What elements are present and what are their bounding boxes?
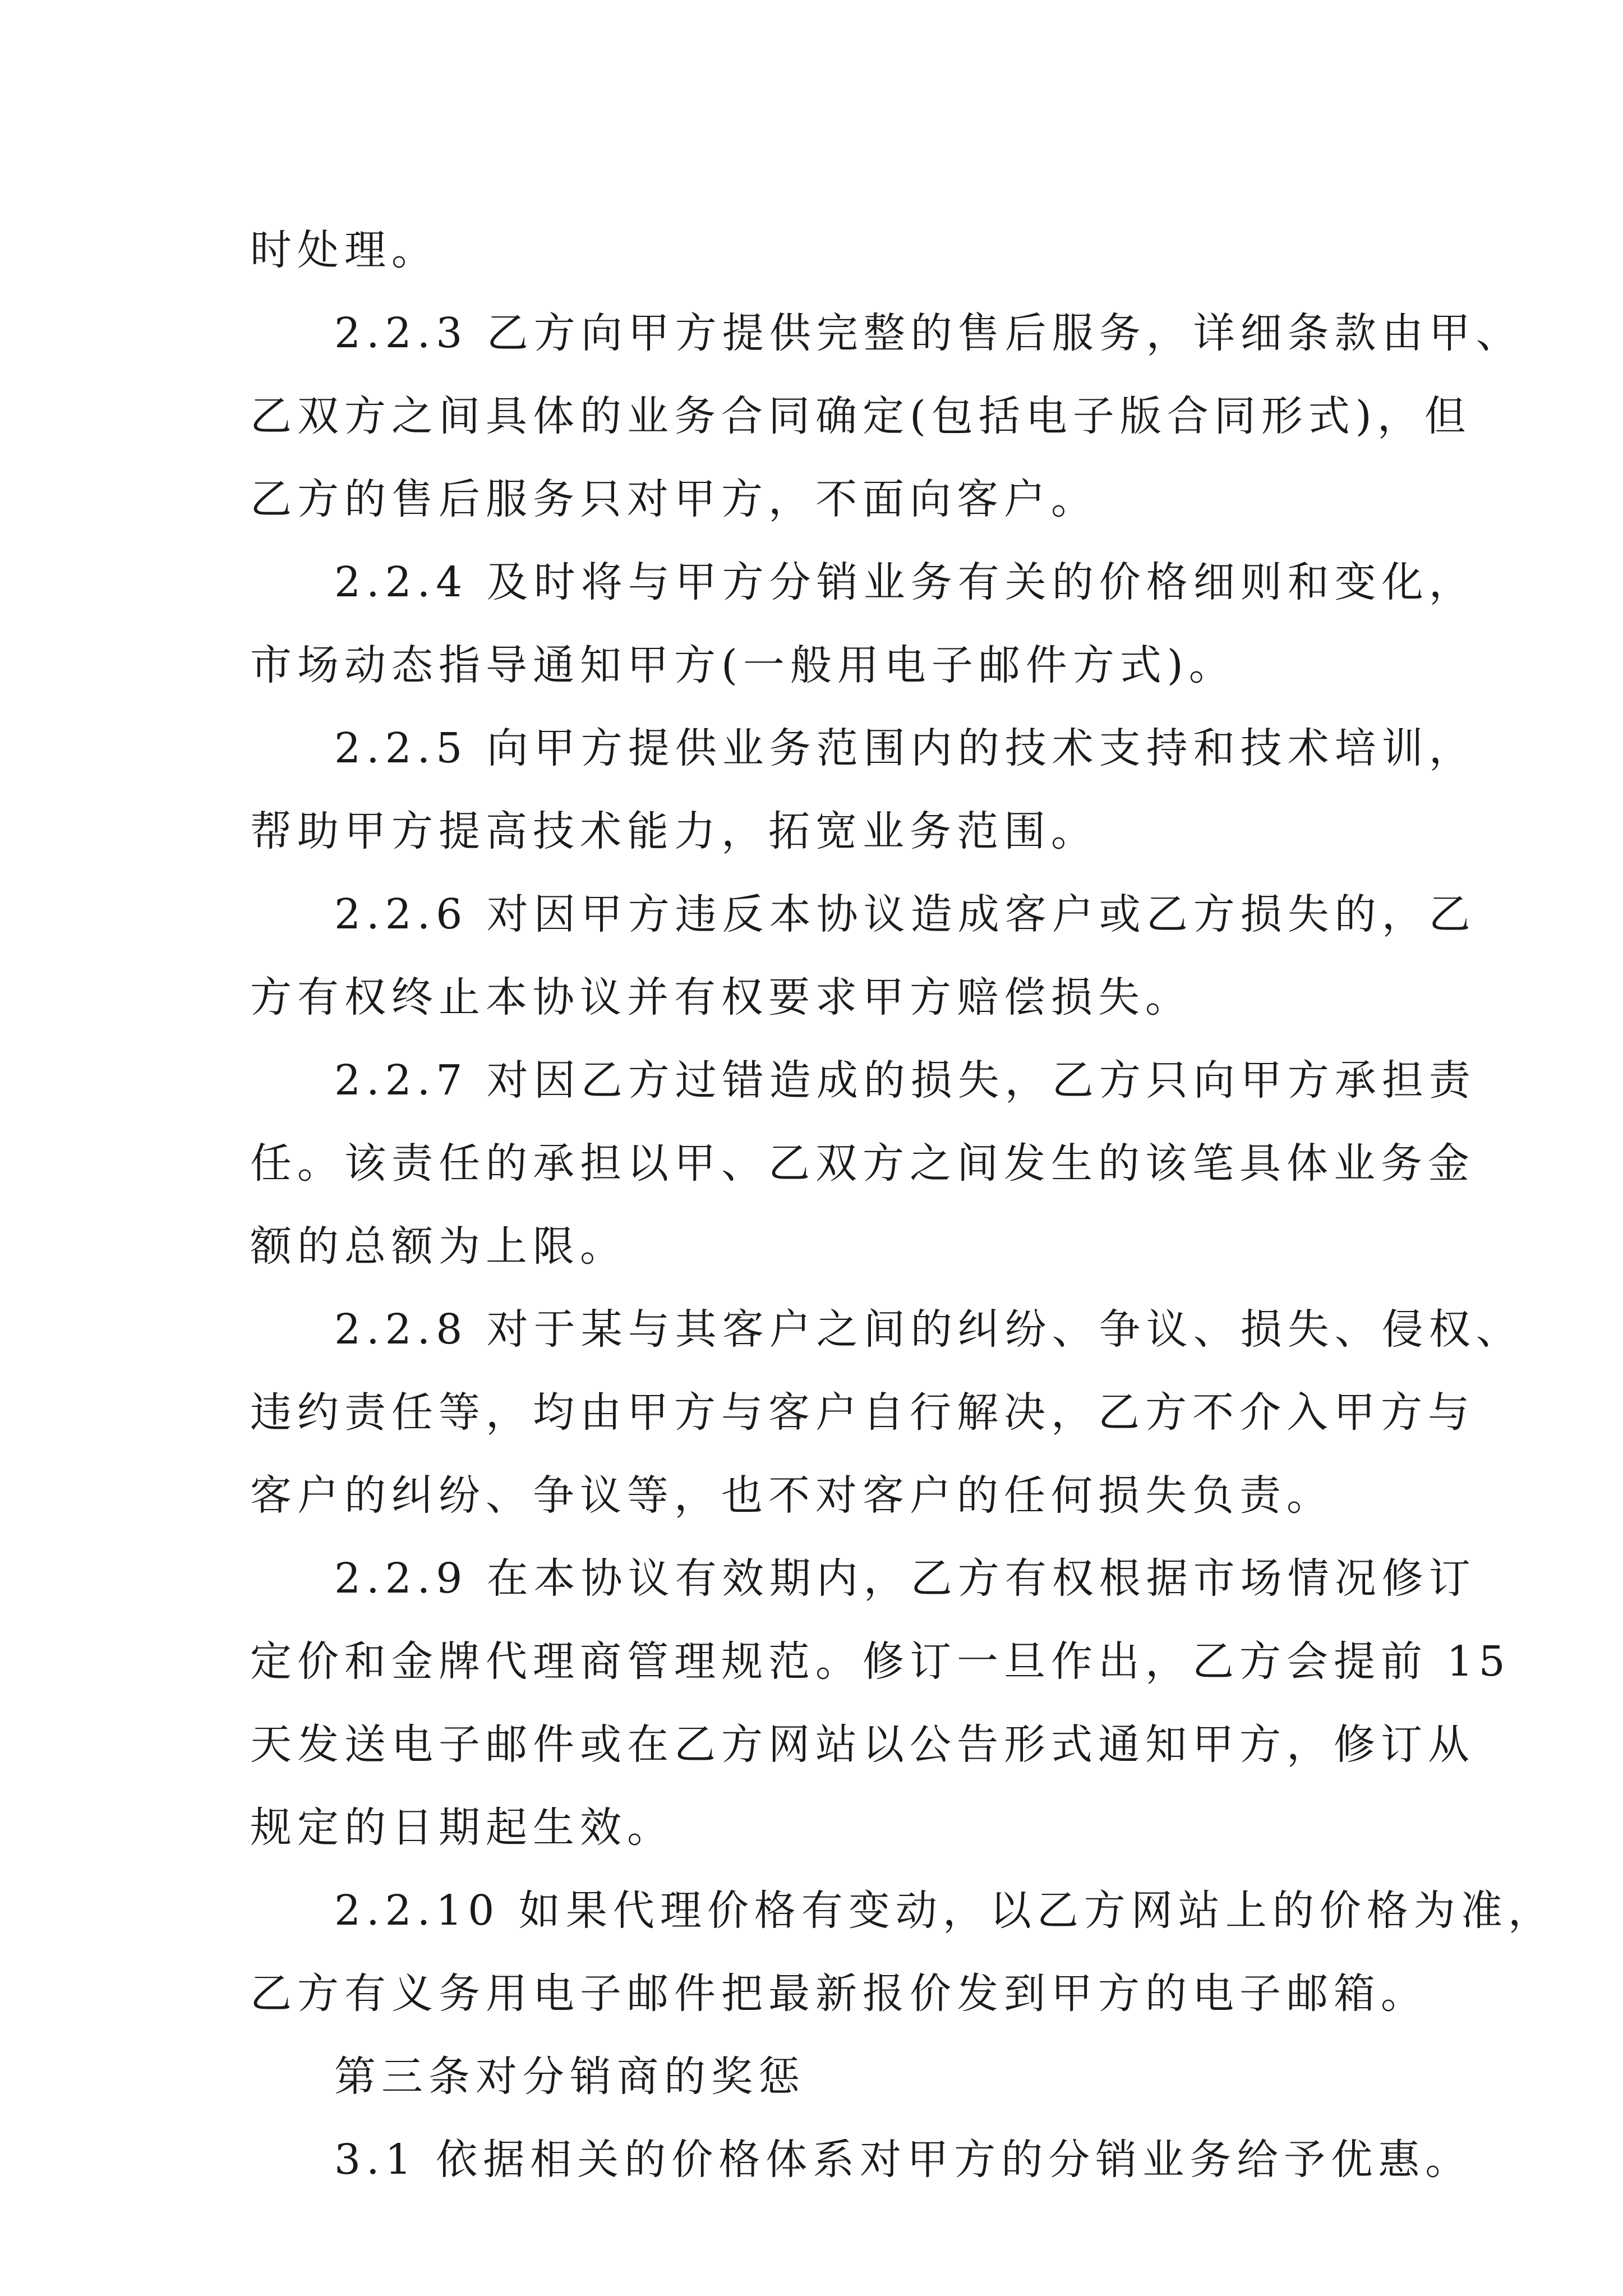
- clause-3-1: 3.1 依据相关的价格体系对甲方的分销业务给予优惠。: [334, 2136, 1473, 2184]
- text-line: 天发送电子邮件或在乙方网站以公告形式通知甲方，修订从: [250, 1720, 1475, 1769]
- text-line: 任。该责任的承担以甲、乙双方之间发生的该笔具体业务金: [250, 1139, 1475, 1188]
- clause-2-2-5: 2.2.5 向甲方提供业务范围内的技术支持和技术培训，: [334, 724, 1476, 772]
- section-heading-article-3: 第三条对分销商的奖惩: [334, 2053, 805, 2101]
- text-line: 市场动态指导通知甲方(一般用电子邮件方式)。: [250, 641, 1236, 689]
- text-line: 违约责任等，均由甲方与客户自行解决，乙方不介入甲方与: [250, 1388, 1475, 1437]
- text-line: 规定的日期起生效。: [250, 1803, 674, 1852]
- text-line: 乙方的售后服务只对甲方，不面向客户。: [250, 475, 1098, 523]
- clause-2-2-4: 2.2.4 及时将与甲方分销业务有关的价格细则和变化，: [334, 558, 1476, 606]
- document-body: [250, 209, 1555, 2201]
- text-line: 方有权终止本协议并有权要求甲方赔偿损失。: [250, 973, 1192, 1022]
- text-line: 定价和金牌代理商管理规范。修订一旦作出，乙方会提前 15: [250, 1637, 1511, 1686]
- text-line: 客户的纠纷、争议等，也不对客户的任何损失负责。: [250, 1471, 1334, 1520]
- clause-2-2-7: 2.2.7 对因乙方过错造成的损失，乙方只向甲方承担责: [334, 1056, 1476, 1105]
- clause-2-2-9: 2.2.9 在本协议有效期内，乙方有权根据市场情况修订: [334, 1554, 1476, 1603]
- clause-2-2-10: 2.2.10 如果代理价格有变动，以乙方网站上的价格为准，: [334, 1887, 1555, 1935]
- text-line: 额的总额为上限。: [250, 1222, 627, 1271]
- text-line: 帮助甲方提高技术能力，拓宽业务范围。: [250, 807, 1098, 855]
- text-line: 乙双方之间具体的业务合同确定(包括电子版合同形式)，但: [250, 392, 1472, 440]
- clause-2-2-6: 2.2.6 对因甲方违反本协议造成客户或乙方损失的，乙: [334, 890, 1476, 938]
- clause-2-2-3: 2.2.3 乙方向甲方提供完整的售后服务，详细条款由甲、: [334, 309, 1523, 357]
- text-line: 时处理。: [250, 226, 439, 274]
- text-line: 乙方有义务用电子邮件把最新报价发到甲方的电子邮箱。: [250, 1970, 1428, 2018]
- clause-2-2-8: 2.2.8 对于某与其客户之间的纠纷、争议、损失、侵权、: [334, 1305, 1523, 1354]
